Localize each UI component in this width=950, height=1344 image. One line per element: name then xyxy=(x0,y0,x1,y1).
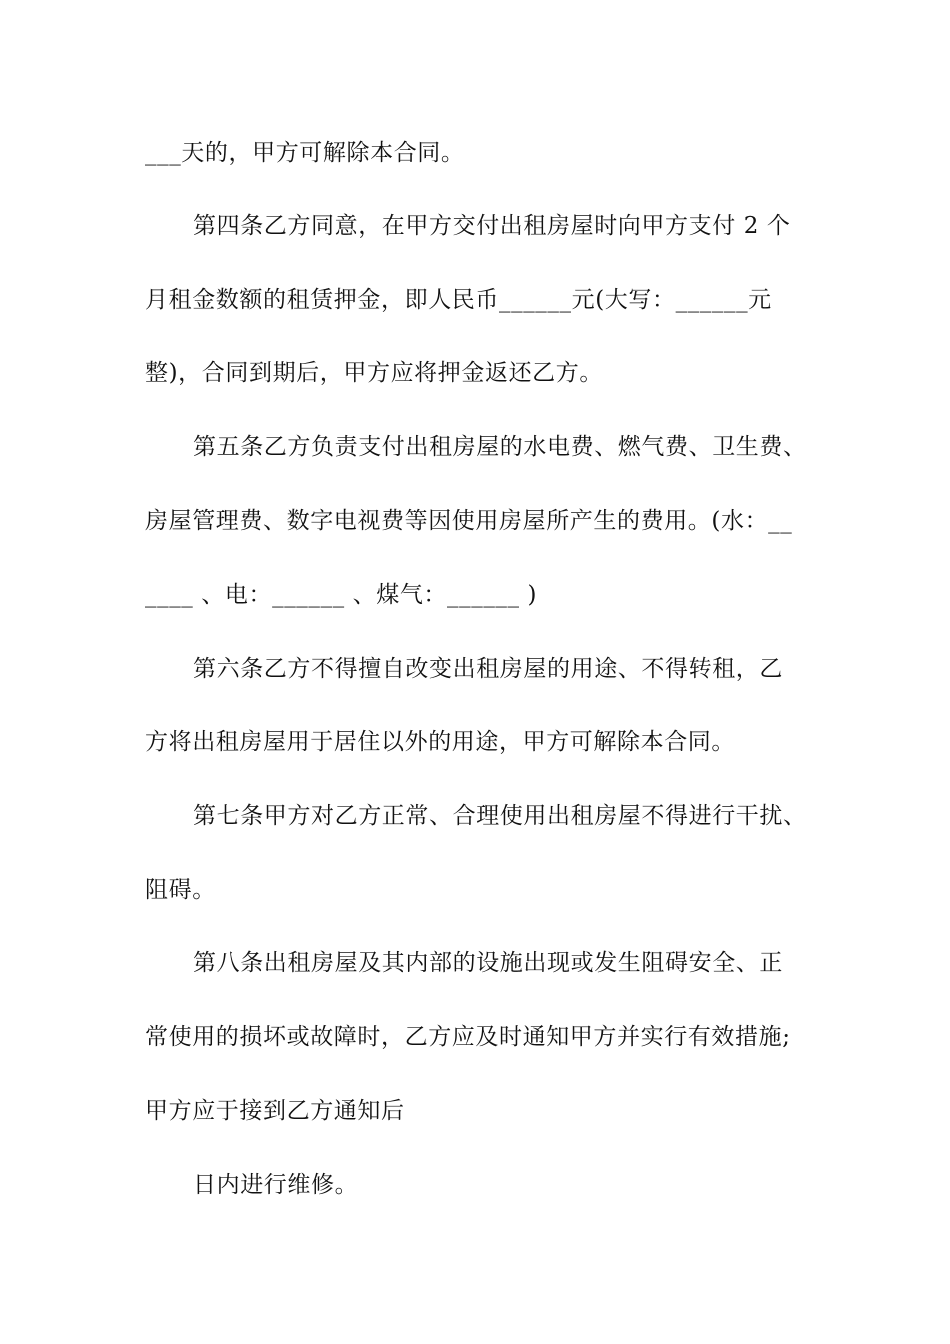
paragraph-article-4-start: 第四条乙方同意，在甲方交付出租房屋时向甲方支付 2 个 xyxy=(193,213,791,239)
text-line: ____ 、电：______ 、煤气：______ ) xyxy=(145,582,538,608)
text-line: ___天的，甲方可解除本合同。 xyxy=(145,140,465,166)
text-line: 日内进行维修。 xyxy=(193,1172,359,1198)
text-line: 甲方应于接到乙方通知后 xyxy=(145,1098,405,1124)
paragraph-article-6-start: 第六条乙方不得擅自改变出租房屋的用途、不得转租，乙 xyxy=(193,656,783,682)
paragraph-article-7-start: 第七条甲方对乙方正常、合理使用出租房屋不得进行干扰、 xyxy=(193,803,807,829)
text-line: 整)，合同到期后，甲方应将押金返还乙方。 xyxy=(145,360,603,386)
paragraph-article-8-start: 第八条出租房屋及其内部的设施出现或发生阻碍安全、正 xyxy=(193,950,783,976)
text-line: 阻碍。 xyxy=(145,877,216,903)
text-line: 常使用的损坏或故障时，乙方应及时通知甲方并实行有效措施; xyxy=(145,1024,791,1050)
text-line: 方将出租房屋用于居住以外的用途，甲方可解除本合同。 xyxy=(145,729,735,755)
text-line: 房屋管理费、数字电视费等因使用房屋所产生的费用。(水：__ xyxy=(145,508,793,534)
paragraph-article-5-start: 第五条乙方负责支付出租房屋的水电费、燃气费、卫生费、 xyxy=(193,434,807,460)
text-line: 月租金数额的租赁押金，即人民币______元(大写：______元 xyxy=(145,287,772,313)
